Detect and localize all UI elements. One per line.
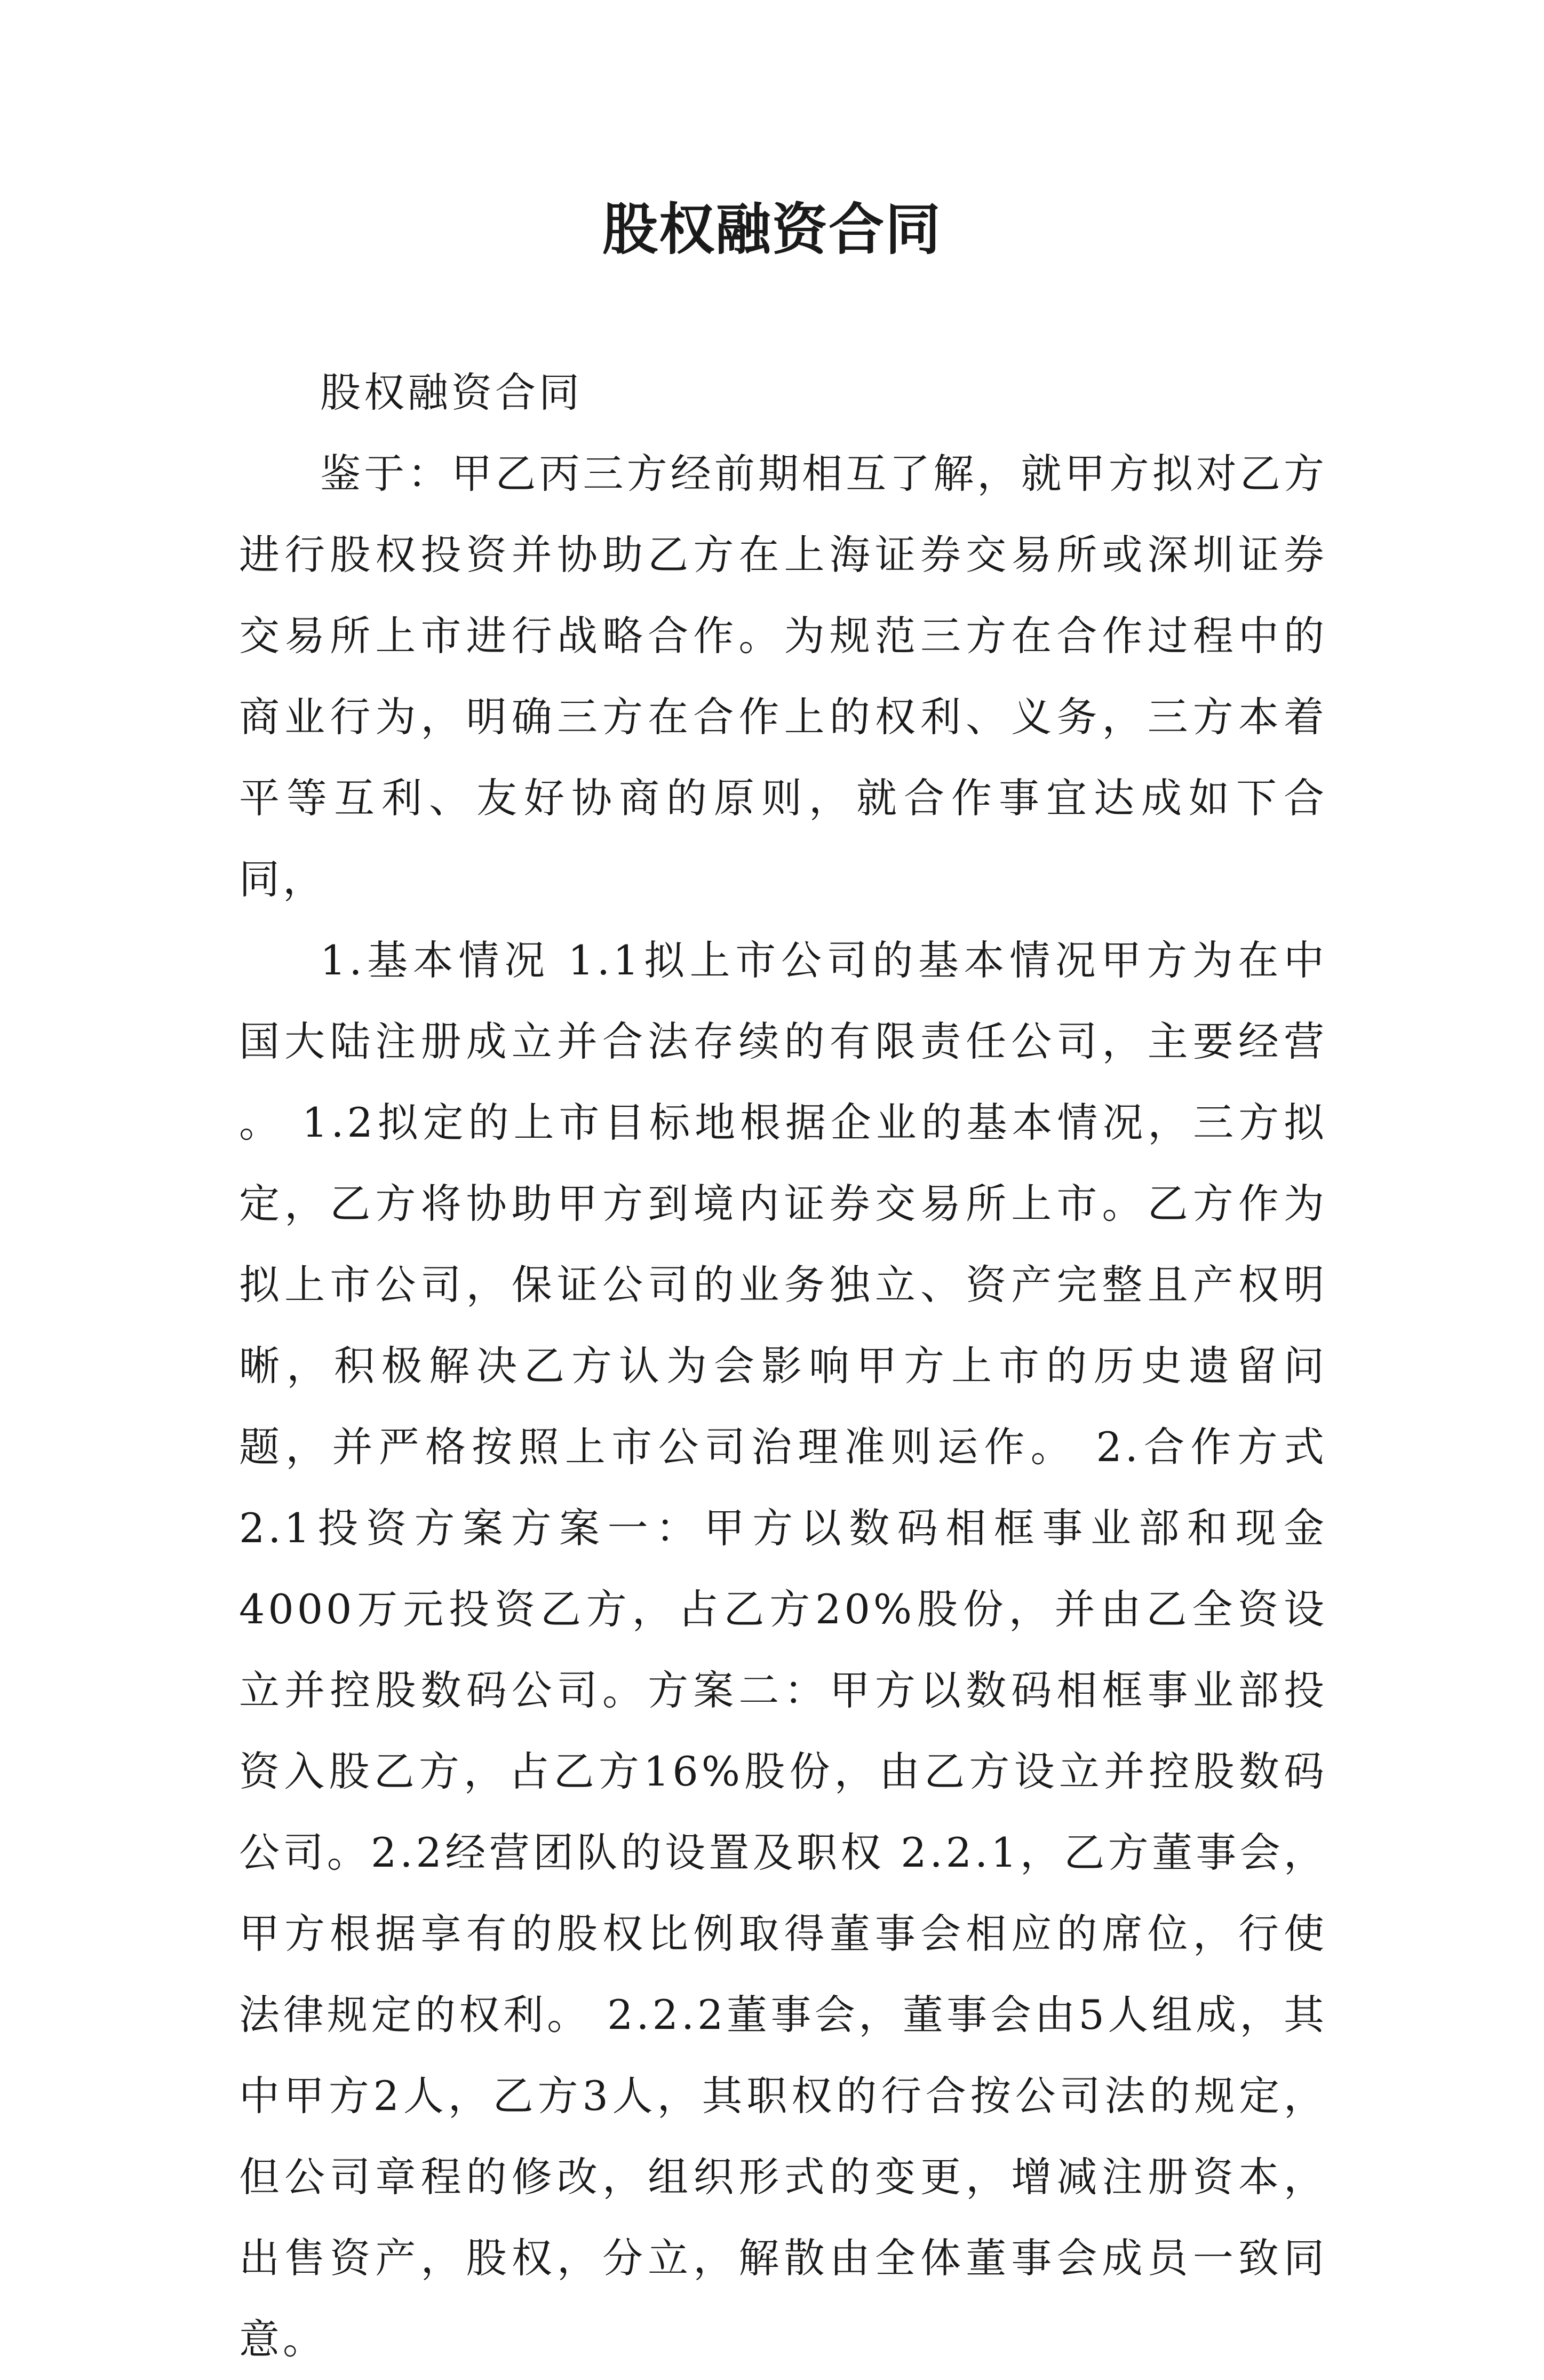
paragraph-terms: 1.基本情况 1.1拟上市公司的基本情况甲方为在中国大陆注册成立并合法存续的有限责任公司，主要经营 。 1.2拟定的上市目标地根据企业的基本情况，三方拟定，乙方将协助甲方到境内证券交易所上市。乙方作为拟上市公司，保证公司的业务独立、资产完整且产权明晰，积极解决乙方认为会影响甲方上市的历史遗留问题，并严格按照上市公司治理准则运作。 2.合作方式 2.1投资方案方案一：甲方以数码相框事业部和现金4000万元投资乙方，占乙方20%股份，并由乙全资设立并控股数码公司。方案二：甲方以数码相框事业部投资入股乙方，占乙方16%股份，由乙方设立并控股数码公司。2.2经营团队的设置及职权 2.2.1，乙方董事会，甲方根据享有的股权比例取得董事会相应的席位，行使法律规定的权利。 2.2.2董事会，董事会由5人组成，其中甲方2人，乙方3人，其职权的行合按公司法的规定，但公司章程的修改，组织形式的变更，增减注册资本，出售资产，股权，分立，解散由全体董事会成员一致同意。 <box>239 937 1327 2363</box>
paragraph-heading: 股权融资合同 <box>320 369 583 416</box>
document-title: 股权融资合同 <box>602 196 942 262</box>
document-body <box>239 352 1327 2380</box>
paragraph-preamble: 鉴于：甲乙丙三方经前期相互了解，就甲方拟对乙方进行股权投资并协助乙方在上海证券交易所或深圳证券交易所上市进行战略合作。为规范三方在合作过程中的商业行为，明确三方在合作上的权利、义务，三方本着平等互利、友好协商的原则，就合作事宜达成如下合同， <box>239 450 1327 903</box>
